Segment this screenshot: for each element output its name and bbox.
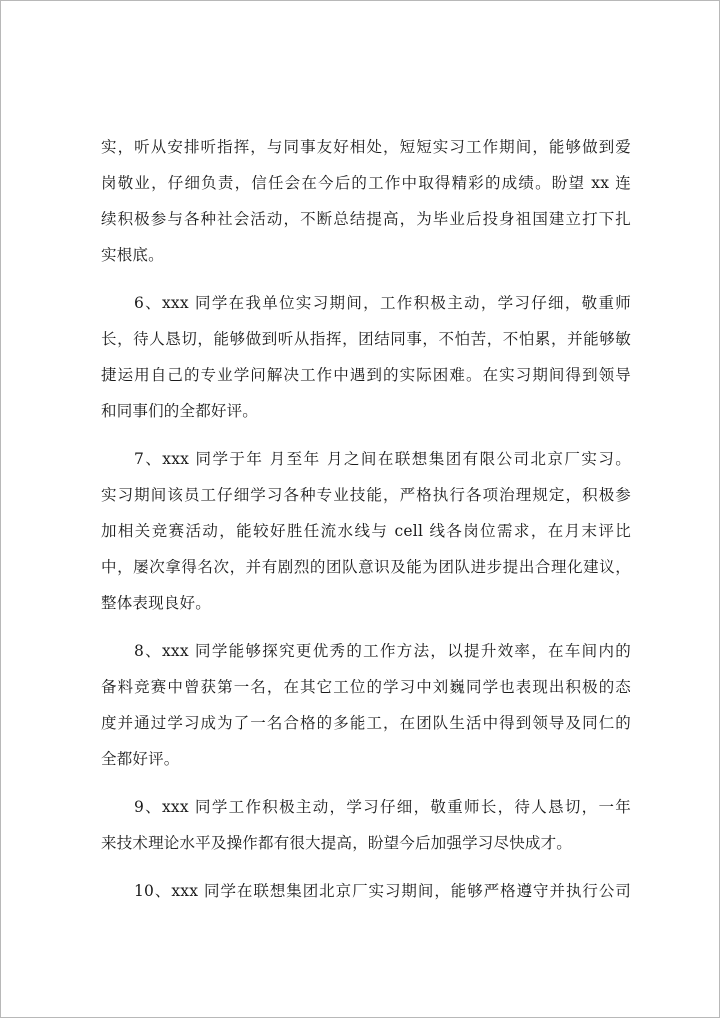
- text-line: 10、xxx 同学在联想集团北京厂实习期间，能够严格遵守并执行公司: [134, 882, 631, 900]
- paragraph-gap: [101, 777, 631, 789]
- document-body: [101, 129, 631, 909]
- text-line: 续积极参与各种社会活动，不断总结提高，为毕业后投身祖国建立打下扎: [101, 210, 631, 228]
- text-line: 实根底。: [101, 246, 164, 264]
- paragraph-item-9: [101, 789, 631, 861]
- paragraph-gap: [101, 621, 631, 633]
- paragraph-item-10: [101, 873, 631, 909]
- paragraph-item-8: [101, 633, 631, 777]
- text-line: 9、xxx 同学工作积极主动，学习仔细，敬重师长，待人恳切，一年: [134, 798, 631, 816]
- text-line: 整体表现良好。: [101, 594, 211, 612]
- text-line: 7、xxx 同学于年 月至年 月之间在联想集团有限公司北京厂实习。: [134, 450, 631, 468]
- text-line: 长，待人恳切，能够做到听从指挥，团结同事，不怕苦，不怕累，并能够敏: [101, 330, 631, 348]
- text-line: 6、xxx 同学在我单位实习期间，工作积极主动，学习仔细，敬重师: [134, 294, 631, 312]
- text-line: 来技术理论水平及操作都有很大提高，盼望今后加强学习尽快成才。: [101, 834, 573, 852]
- text-line: 8、xxx 同学能够探究更优秀的工作方法，以提升效率，在车间内的: [134, 642, 631, 660]
- paragraph-continuation: [101, 129, 631, 273]
- text-line: 实，听从安排听指挥，与同事友好相处，短短实习工作期间，能够做到爱: [101, 138, 631, 156]
- text-line: 岗敬业，仔细负责，信任会在今后的工作中取得精彩的成绩。盼望 xx 连: [101, 174, 631, 192]
- text-line: 度并通过学习成为了一名合格的多能工，在团队生活中得到领导及同仁的: [101, 714, 631, 732]
- text-line: 实习期间该员工仔细学习各种专业技能，严格执行各项治理规定，积极参: [101, 486, 631, 504]
- text-line: 全都好评。: [101, 750, 180, 768]
- text-line: 加相关竞赛活动，能较好胜任流水线与 cell 线各岗位需求，在月末评比: [101, 522, 631, 540]
- paragraph-gap: [101, 861, 631, 873]
- text-line: 和同事们的全都好评。: [101, 402, 259, 420]
- text-line: 捷运用自己的专业学问解决工作中遇到的实际困难。在实习期间得到领导: [101, 366, 631, 384]
- paragraph-gap: [101, 273, 631, 285]
- paragraph-item-6: [101, 285, 631, 429]
- text-line: 中，屡次拿得名次，并有剧烈的团队意识及能为团队进步提出合理化建议，: [101, 558, 631, 576]
- paragraph-gap: [101, 429, 631, 441]
- text-line: 备料竞赛中曾获第一名，在其它工位的学习中刘巍同学也表现出积极的态: [101, 678, 631, 696]
- paragraph-item-7: [101, 441, 631, 621]
